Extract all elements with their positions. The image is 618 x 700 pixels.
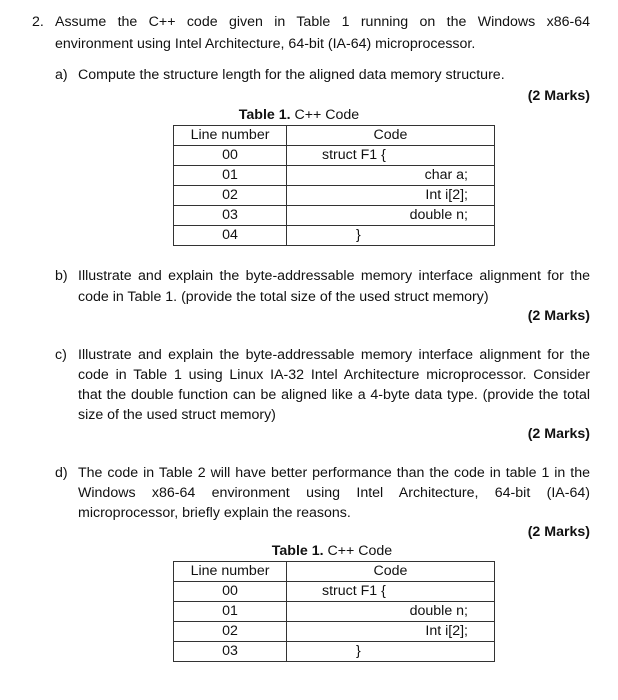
- part-b-text-line-1: Illustrate and explain the byte-addressable memory interface alignment for the: [78, 268, 590, 284]
- part-c-text-line-2: code in Table 1 using Linux IA-32 Intel Architecture microprocessor. Consider: [78, 367, 590, 383]
- line-number-cell: 03: [174, 206, 287, 226]
- table-2: [173, 561, 495, 662]
- part-d-marks: (2 Marks): [527, 524, 590, 540]
- question-number: 2.: [32, 14, 44, 30]
- table-row: [174, 582, 495, 602]
- table-row: [174, 186, 495, 206]
- code-cell: double n;: [287, 602, 495, 622]
- line-number-cell: 01: [174, 602, 287, 622]
- part-d-text-line-3: microprocessor, briefly explain the reasons.: [78, 505, 351, 521]
- table-1-caption-bold: Table 1.: [238, 107, 291, 123]
- table-row: [174, 206, 495, 226]
- table-2-caption: [205, 543, 459, 559]
- code-cell: double n;: [287, 206, 495, 226]
- part-a-text: Compute the structure length for the aligned data memory structure.: [78, 67, 505, 83]
- part-c-text-line-1: Illustrate and explain the byte-addressable memory interface alignment for the: [78, 347, 590, 363]
- table-header-row: [174, 562, 495, 582]
- code-cell: struct F1 {: [287, 582, 495, 602]
- table-1-caption-rest: C++ Code: [290, 107, 360, 123]
- table-row: [174, 146, 495, 166]
- table-1: [173, 125, 495, 246]
- table-row: [174, 602, 495, 622]
- code-cell: }: [287, 226, 495, 246]
- code-cell: struct F1 {: [287, 146, 495, 166]
- part-a-letter: a): [55, 67, 68, 83]
- part-c-letter: c): [55, 347, 67, 363]
- part-c-marks: (2 Marks): [527, 426, 590, 442]
- part-d-letter: d): [55, 465, 68, 481]
- part-b-letter: b): [55, 268, 68, 284]
- line-number-cell: 01: [174, 166, 287, 186]
- header-line-number: Line number: [174, 126, 287, 146]
- header-code: Code: [287, 126, 495, 146]
- code-cell: }: [287, 642, 495, 662]
- line-number-cell: 04: [174, 226, 287, 246]
- code-cell: Int i[2];: [287, 186, 495, 206]
- part-d-text-line-1: The code in Table 2 will have better performance than the code in table 1 in the: [78, 465, 590, 481]
- table-header-row: [174, 126, 495, 146]
- line-number-cell: 03: [174, 642, 287, 662]
- table-row: [174, 166, 495, 186]
- table-2-caption-bold: Table 1.: [271, 543, 324, 559]
- line-number-cell: 02: [174, 186, 287, 206]
- question-text-line-1: Assume the C++ code given in Table 1 running on the Windows x86-64: [55, 14, 590, 30]
- table-1-caption: [172, 107, 426, 123]
- header-code: Code: [287, 562, 495, 582]
- part-d-text-line-2: Windows x86-64 environment using Intel Architecture, 64-bit (IA-64): [78, 485, 590, 501]
- header-line-number: Line number: [174, 562, 287, 582]
- table-row: [174, 622, 495, 642]
- table-2-caption-rest: C++ Code: [323, 543, 393, 559]
- line-number-cell: 00: [174, 582, 287, 602]
- table-row: [174, 642, 495, 662]
- line-number-cell: 00: [174, 146, 287, 166]
- code-cell: Int i[2];: [287, 622, 495, 642]
- code-cell: char a;: [287, 166, 495, 186]
- question-text-line-2: environment using Intel Architecture, 64-bit (IA-64) microprocessor.: [55, 36, 476, 52]
- part-b-marks: (2 Marks): [527, 308, 590, 324]
- part-b-text-line-2: code in Table 1. (provide the total size of the used struct memory): [78, 289, 489, 305]
- part-c-text-line-3: that the double function can be aligned like a 4-byte data type. (provide the total: [78, 387, 590, 403]
- part-a-marks: (2 Marks): [527, 88, 590, 104]
- part-c-text-line-4: size of the used struct memory): [78, 407, 276, 423]
- table-row: [174, 226, 495, 246]
- line-number-cell: 02: [174, 622, 287, 642]
